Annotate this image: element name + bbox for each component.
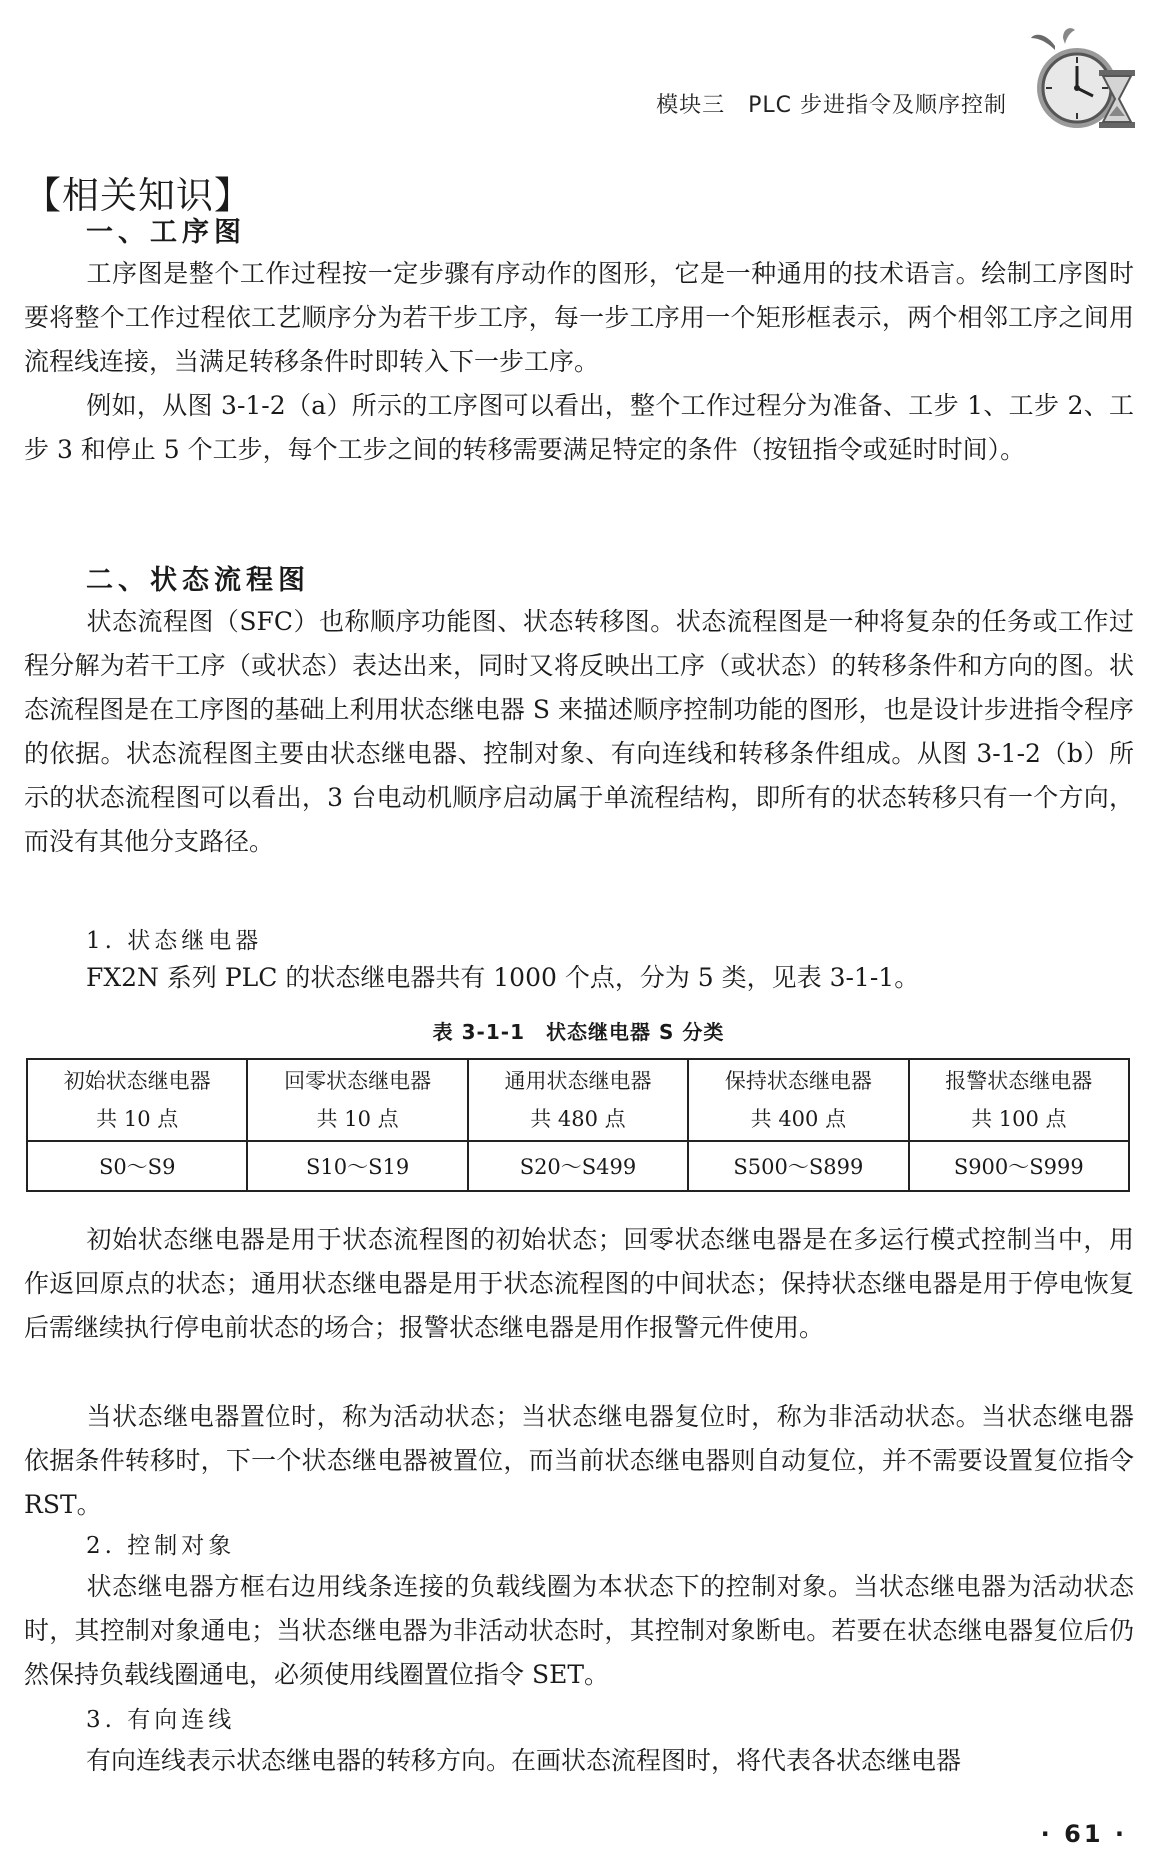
table-cell-range: S900～S999 bbox=[909, 1141, 1129, 1191]
table-row bbox=[27, 1059, 1129, 1141]
clock-hourglass-icon bbox=[1025, 26, 1143, 136]
section-title: 【相关知识】 bbox=[24, 174, 252, 217]
paragraph-sfc-text: 状态流程图（SFC）也称顺序功能图、状态转移图。状态流程图是一种将复杂的任务或工作过程分解为若干工序（或状态）表达出来，同时又将反映出工序（或状态）的转移条件和方向的图。状态流程图是在工序图的基础上利用状态继电器 S 来描述顺序控制功能的图形，也是设计步进指令程序的依据。状态流程图主要由状态继电器、控制对象、有向连线和转移条件组成。从图 3-1-2（b）所示的状态流程图可以看出，3 台电动机顺序启动属于单流程结构，即所有的状态转移只有一个方向，而没有其他分支路径。 bbox=[24, 607, 1134, 856]
heading-sfc: 二、状态流程图 bbox=[86, 565, 310, 596]
table-cell-range: S20～S499 bbox=[468, 1141, 688, 1191]
table-cell-type: 报警状态继电器 共 100 点 bbox=[909, 1059, 1129, 1141]
paragraph-control-object-text: 状态继电器方框右边用线条连接的负载线圈为本状态下的控制对象。当状态继电器为活动状态时，其控制对象通电；当状态继电器为非活动状态时，其控制对象断电。若要在状态继电器复位后仍然保持负载线圈通电，必须使用线圈置位指令 SET。 bbox=[24, 1572, 1134, 1689]
subheading-state-relay: 1. 状态继电器 bbox=[86, 928, 263, 954]
table-cell-range: S0～S9 bbox=[27, 1141, 247, 1191]
paragraph-process-1-text: 工序图是整个工作过程按一定步骤有序动作的图形，它是一种通用的技术语言。绘制工序图时要将整个工作过程依工艺顺序分为若干步工序，每一步工序用一个矩形框表示，两个相邻工序之间用流程线连接，当满足转移条件时即转入下一步工序。 bbox=[24, 259, 1134, 376]
paragraph-sfc bbox=[24, 600, 1134, 864]
table-caption: 表 3-1-1 状态继电器 S 分类 bbox=[432, 1020, 725, 1044]
paragraph-relay-count-text: FX2N 系列 PLC 的状态继电器共有 1000 个点，分为 5 类，见表 3-1-1。 bbox=[86, 963, 920, 992]
page-number: · 61 · bbox=[1040, 1820, 1127, 1848]
heading-process-chart: 一、工序图 bbox=[86, 217, 246, 248]
table-row bbox=[27, 1141, 1129, 1191]
state-relay-table bbox=[26, 1058, 1130, 1192]
paragraph-directed-line-text: 有向连线表示状态继电器的转移方向。在画状态流程图时，将代表各状态继电器 bbox=[86, 1746, 962, 1775]
table-cell-type: 通用状态继电器 共 480 点 bbox=[468, 1059, 688, 1141]
table-cell-type: 回零状态继电器 共 10 点 bbox=[247, 1059, 467, 1141]
paragraph-directed-line bbox=[24, 1739, 1134, 1783]
paragraph-process-2 bbox=[24, 384, 1134, 472]
table-cell-range: S500～S899 bbox=[688, 1141, 908, 1191]
paragraph-process-2-text: 例如，从图 3-1-2（a）所示的工序图可以看出，整个工作过程分为准备、工步 1、工步 2、工步 3 和停止 5 个工步，每个工步之间的转移需要满足特定的条件（按钮指令或延时时间）。 bbox=[24, 391, 1134, 464]
table-cell-type: 保持状态继电器 共 400 点 bbox=[688, 1059, 908, 1141]
paragraph-process-1 bbox=[24, 252, 1134, 384]
paragraph-relay-description bbox=[24, 1218, 1134, 1350]
paragraph-relay-description-text: 初始状态继电器是用于状态流程图的初始状态；回零状态继电器是在多运行模式控制当中，用作返回原点的状态；通用状态继电器是用于状态流程图的中间状态；保持状态继电器是用于停电恢复后需继续执行停电前状态的场合；报警状态继电器是用作报警元件使用。 bbox=[24, 1225, 1134, 1342]
paragraph-relay-count bbox=[24, 956, 1134, 1000]
table-cell-type: 初始状态继电器 共 10 点 bbox=[27, 1059, 247, 1141]
table-cell-range: S10～S19 bbox=[247, 1141, 467, 1191]
paragraph-control-object bbox=[24, 1565, 1134, 1697]
subheading-directed-line: 3. 有向连线 bbox=[86, 1707, 236, 1733]
paragraph-active-state bbox=[24, 1395, 1134, 1527]
subheading-control-object: 2. 控制对象 bbox=[86, 1533, 236, 1559]
running-header: 模块三 PLC 步进指令及顺序控制 bbox=[656, 93, 1007, 118]
paragraph-active-state-text: 当状态继电器置位时，称为活动状态；当状态继电器复位时，称为非活动状态。当状态继电器依据条件转移时，下一个状态继电器被置位，而当前状态继电器则自动复位，并不需要设置复位指令 RST。 bbox=[24, 1402, 1134, 1519]
